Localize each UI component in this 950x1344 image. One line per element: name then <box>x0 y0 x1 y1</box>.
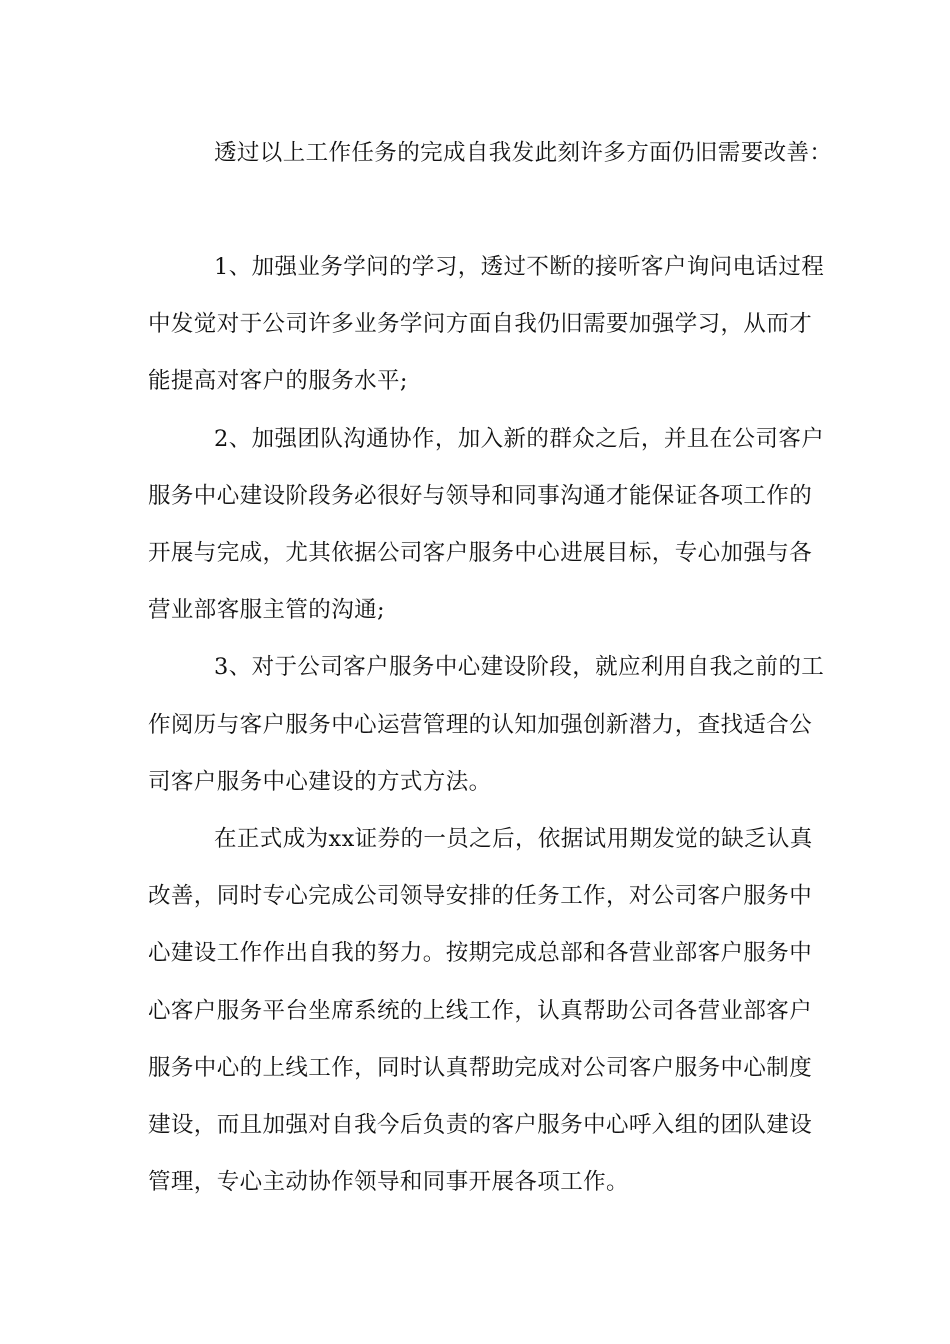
paragraph-line: 1、加强业务学问的学习，透过不断的接听客户询问电话过程 <box>214 254 825 280</box>
paragraph-line: 开展与完成，尤其依据公司客户服务中心进展目标，专心加强与各 <box>148 540 813 566</box>
paragraph-line: 司客户服务中心建设的方式方法。 <box>148 769 492 795</box>
paragraph-line: 心客户服务平台坐席系统的上线工作，认真帮助公司各营业部客户 <box>148 998 813 1024</box>
paragraph-line: 3、对于公司客户服务中心建设阶段，就应利用自我之前的工 <box>214 654 825 680</box>
intro-paragraph: 透过以上工作任务的完成自我发此刻许多方面仍旧需要改善： <box>214 140 833 166</box>
paragraph-line: 能提高对客户的服务水平; <box>148 368 408 394</box>
paragraph-line: 管理，专心主动协作领导和同事开展各项工作。 <box>148 1169 629 1195</box>
paragraph-line: 心建设工作作出自我的努力。按期完成总部和各营业部客户服务中 <box>148 940 813 966</box>
paragraph-line: 改善，同时专心完成公司领导安排的任务工作，对公司客户服务中 <box>148 883 813 909</box>
paragraph-line: 营业部客服主管的沟通; <box>148 597 385 623</box>
paragraph-line: 在正式成为xx证券的一员之后，依据试用期发觉的缺乏认真 <box>214 826 813 852</box>
paragraph-line: 服务中心的上线工作，同时认真帮助完成对公司客户服务中心制度 <box>148 1055 813 1081</box>
paragraph-line: 中发觉对于公司许多业务学问方面自我仍旧需要加强学习，从而才 <box>148 311 813 337</box>
paragraph-line: 2、加强团队沟通协作，加入新的群众之后，并且在公司客户 <box>214 426 825 452</box>
paragraph-line: 服务中心建设阶段务必很好与领导和同事沟通才能保证各项工作的 <box>148 483 813 509</box>
paragraph-line: 作阅历与客户服务中心运营管理的认知加强创新潜力，查找适合公 <box>148 712 813 738</box>
paragraph-line: 建设，而且加强对自我今后负责的客户服务中心呼入组的团队建设 <box>148 1112 813 1138</box>
